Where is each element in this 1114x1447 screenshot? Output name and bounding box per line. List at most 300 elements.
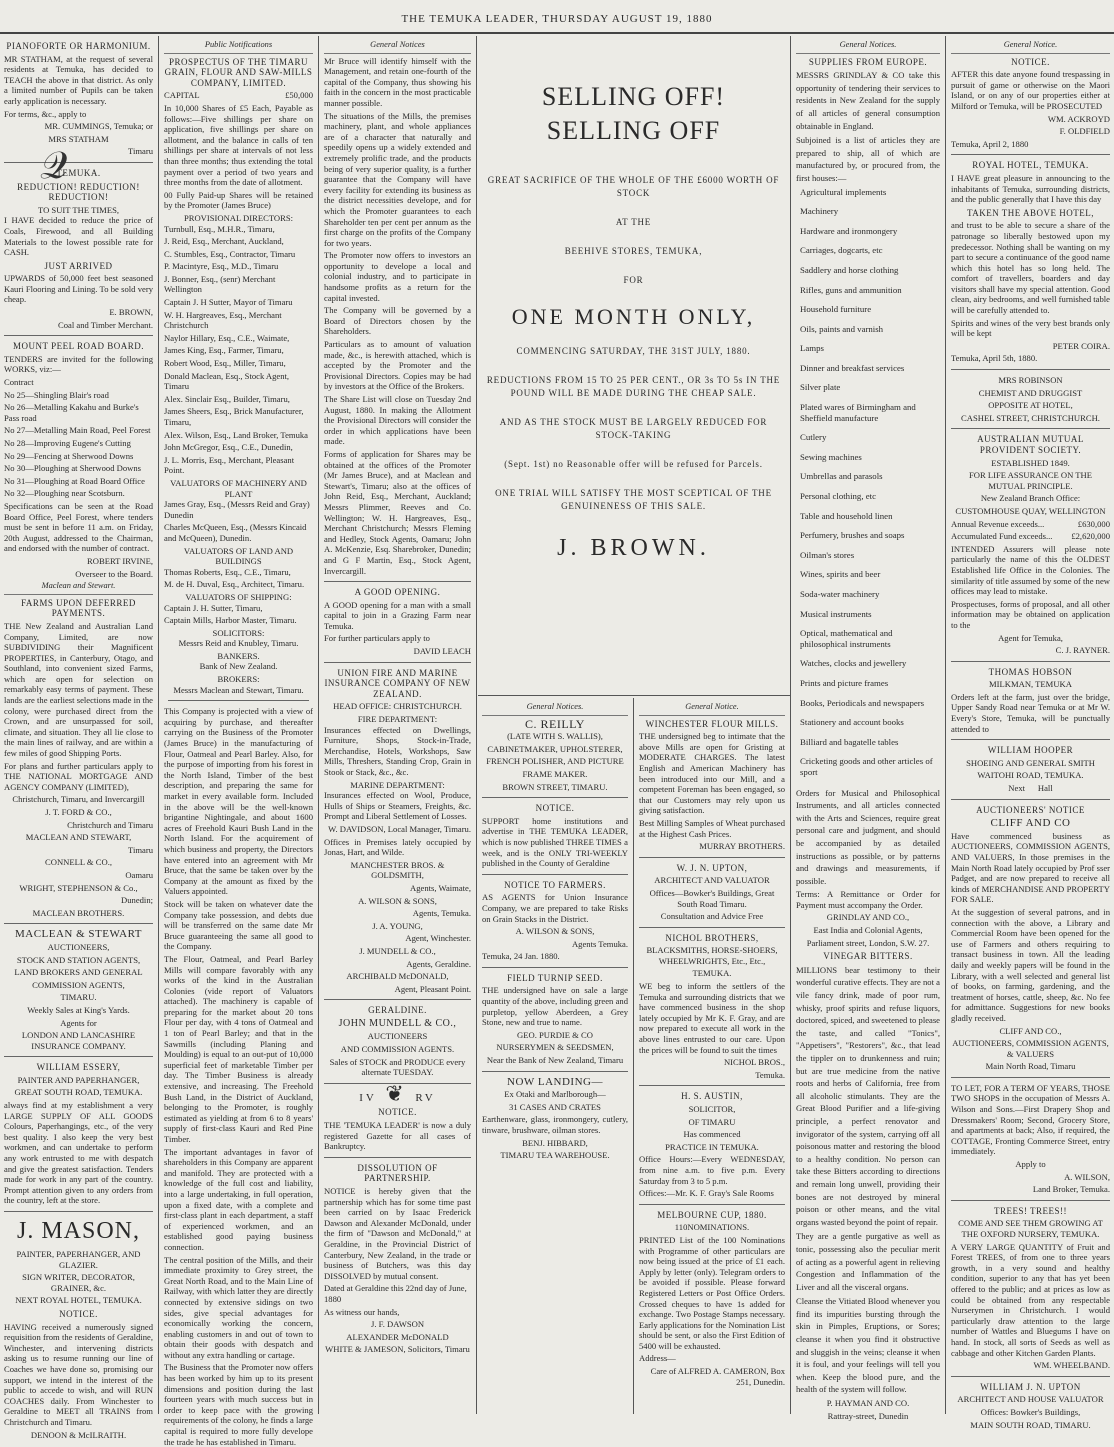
list-item: Captain J. H. Sutter, Timaru, <box>164 602 263 613</box>
revenue-value: £630,000 <box>1077 518 1110 529</box>
ad-signature: GRINDLAY AND CO., <box>826 912 910 923</box>
ornament-left: IV <box>359 1091 377 1104</box>
ad-line: CUSTOMHOUSE QUAY, WELLINGTON <box>955 505 1106 516</box>
ad-signature: Main North Road, Timaru <box>985 1061 1076 1072</box>
ad-heading: NOTICE. <box>378 1107 417 1118</box>
ad-signature: BENJ. HIBBARD, <box>522 1137 588 1148</box>
list-item: John McGregor, Esq., C.E., Dunedin, <box>164 442 293 453</box>
ad-line: MRS ROBINSON <box>998 375 1063 386</box>
ad-heading: WILLIAM J. N. UPTON <box>980 1381 1081 1392</box>
ad-signature: W. DAVIDSON, Local Manager, Timaru. <box>328 823 471 834</box>
ad-body: Sales of STOCK and PRODUCE every alternate TUESDAY. <box>329 1056 466 1078</box>
list-item: Personal clothing, etc <box>800 491 876 502</box>
ad-heading: FARMS UPON DEFERRED PAYMENTS. <box>21 597 136 619</box>
list-item: Messrs Maclean and Stewart, Timaru. <box>173 684 304 695</box>
ad-signature: East India and Colonial Agents, <box>813 925 923 936</box>
list-item: Plated wares of Birmingham and Sheffield manufacture <box>800 402 916 423</box>
ad-body: Dated at Geraldine this 22nd day of June, 1880 <box>324 1283 467 1304</box>
ad-body: The Share List will close on Tuesday 2nd August, 1880. In making the Allotment the Provisional Directors will consider the order in which applications have been made. <box>324 394 471 447</box>
column-divider <box>318 36 319 1414</box>
subheading: FIRE DEPARTMENT: <box>357 714 438 725</box>
list-item: M. de H. Duval, Esq., Architect, Timaru. <box>164 579 305 590</box>
ad-line: 110NOMINATIONS. <box>674 1222 750 1233</box>
ad-line: Ex Otaki and Marlborough— <box>504 1089 606 1100</box>
ad-body: The Flour, Oatmeal, and Pearl Barley Mills will compare favorably with any works of the kind in the Australian Colonies (vide report of Valuators attached). The machinery is capable of preparing for the market about 20 tons Flour per day, with 4 tons of Oatmeal and 1 ton of Pearl Barley; and that in the Sawmills (including Planing and Moulding) is equal to an out-put of 10,000 superficial feet of marketable Timber per day. The Timber Business is already extensive, and increasing. The Freehold Bush Land, in the District of Auckland, belonging to the Promoter, is roughly estimated as yielding at from 6 to 8 years' supply of first-class Kauri and Red Pine Timber. <box>164 953 313 1144</box>
list-item: J. A. YOUNG, <box>372 920 423 931</box>
sale-line: FOR <box>623 275 644 285</box>
ad-signature: Agent for Temuka, <box>998 632 1063 643</box>
ad-line: FRAME MAKER. <box>522 768 588 779</box>
ad-body: I HAVE decided to reduce the price of Coals, Firewood, and all Building Materials to the lowest possible rate for CASH. <box>4 215 153 258</box>
sale-duration: ONE MONTH ONLY, <box>511 304 756 329</box>
ad-heading: FIELD TURNIP SEED. <box>507 972 603 983</box>
list-item: No 27—Metalling Main Road, Peel Forest <box>4 425 151 436</box>
ad-subheading: TAKEN THE ABOVE HOTEL, <box>966 207 1095 218</box>
ad-body: Offices:—Mr. K. F. Gray's Sale Rooms <box>639 1188 774 1199</box>
ad-heading: AUCTIONEERS' NOTICE <box>976 804 1085 815</box>
list-item: No 26—Metalling Kakahu and Burke's Pass road <box>4 402 139 423</box>
capital-label: CAPITAL <box>164 90 200 101</box>
ad-body: Best Milling Samples of Wheat purchased at the Highest Cash Prices. <box>639 817 785 839</box>
ad-line: COMMISSION AGENTS, <box>32 979 125 990</box>
ad-body: Mr Bruce will identify himself with the Management, and retain one-fourth of the capital of the Company, thus showing his faith in the concern in the most practicable manner possible. <box>324 55 471 108</box>
ad-body: The Promoter now offers to investors an opportunity to develope a local and colonial industry, and to participate in handsome profits as a return for the capital invested. <box>324 250 471 303</box>
ad-heading: GERALDINE. <box>368 1005 427 1016</box>
list-item: Agents, Temuka. <box>412 908 471 919</box>
list-item: Thomas Roberts, Esq., C.E., Timaru, <box>164 566 291 577</box>
fund-label: Accumulated Fund exceeds... <box>951 531 1053 542</box>
ad-divider <box>168 700 309 701</box>
ad-body: NOTICE is hereby given that the partnership which has for some time past been carried on by Isaac Frederick Dawson and Alexander McDonald, under the firm of "Dawson and McDonald," at Geraldine, in the Provincial District of Canterbury, New Zealand, in the trade or business of Butchers, was this day DISSOLVED by mutual consent. <box>324 1186 471 1281</box>
list-item: Prints and picture frames <box>800 677 889 688</box>
list-item: Agents, Waimate, <box>410 882 471 893</box>
ad-heading: DISSOLUTION OF PARTNERSHIP. <box>357 1162 438 1184</box>
list-item: Alex. Sinclair Esq., Builder, Timaru, <box>164 393 290 404</box>
sale-line: GREAT SACRIFICE OF THE WHOLE OF THE £6000 WORTH OF STOCK <box>487 175 780 198</box>
ad-line: Agents for <box>60 1017 97 1028</box>
ad-body: Spirits and wines of the very best brands only will be kept <box>951 317 1110 339</box>
list-item: No 32—Ploughing near Scotsburn. <box>4 488 125 499</box>
ad-line: SOLICITOR, <box>688 1104 736 1114</box>
ad-signature: MR. CUMMINGS, Temuka; or <box>44 121 153 132</box>
ad-body: Stock will be taken on whatever date the Company take possession, and debts due will be transferred on the same date Mr Bruce guaranteeing the same all good to the Company. <box>164 898 313 952</box>
ad-line: (LATE WITH S. WALLIS), <box>507 731 603 742</box>
ad-signature: MRS STATHAM <box>48 133 109 144</box>
ad-line: ARCHITECT AND HOUSE VALUATOR <box>957 1394 1104 1405</box>
ad-line: HEAD OFFICE: CHRISTCHURCH. <box>333 701 462 712</box>
ad-divider <box>4 1211 153 1212</box>
ad-divider <box>951 369 1110 370</box>
ad-divider <box>639 857 785 858</box>
ad-heading: NOTICE TO FARMERS. <box>504 879 606 890</box>
ad-signature: WHITE & JAMESON, Solicitors, Timaru <box>325 1344 470 1355</box>
list-item: Oils, paints and varnish <box>800 323 884 334</box>
list-item: Robert Wood, Esq., Miller, Timaru, <box>164 358 286 369</box>
ad-body: THE 'TEMUKA LEADER' is now a duly registered Gazette for all cases of Bankruptcy. <box>324 1120 471 1152</box>
ad-heading: NOTICE. <box>59 1308 98 1319</box>
ad-signature: Parliament street, London, S.W. 27. <box>806 937 930 948</box>
ad-line: Weekly Sales at King's Yards. <box>27 1004 130 1015</box>
list-item: J. Bonner, Esq., (senr) Merchant Wellington <box>164 273 276 295</box>
ad-body: MR STATHAM, at the request of several residents at Temuka, has decided to TEACH the above in that district. As only a limited number of Pupils can be taken early application is necessary. <box>4 53 153 106</box>
list-item: Cutlery <box>800 432 827 443</box>
ad-body: and trust to be able to secure a share of the patronage so liberally bestowed upon my predecessor. Nothing shall be wanting on my part to secure a continuance of the good name which this hotel has so long held. The comfort of travellers, boarders and day visitors shall have my special attention. Good clean, airy bedrooms, and well furnished table will be carefully attended to. <box>951 220 1110 316</box>
ad-body: A VERY LARGE QUANTITY of Fruit and Forest TREES, of from one to three years growth, in a very sound and healthy condition, superior to any that has yet been offered to the public; and at prices as low as could be obtained from any respectable Nurserymen in Christchurch. I would particularly draw attention to the large number of Wattles and Bluegums I have on hand. In stock, all sorts of Seeds as well as cabbage and other Kitchen Garden Plants. <box>951 1241 1110 1358</box>
agent-list <box>4 794 153 918</box>
list-item: MANCHESTER BROS. & GOLDSMITH, <box>350 859 445 881</box>
ad-divider <box>4 335 153 336</box>
masthead: THE TEMUKA LEADER, THURSDAY AUGUST 19, 1880 <box>401 13 713 25</box>
ad-line: MAIN SOUTH ROAD, TIMARU. <box>970 1419 1091 1430</box>
column-6 <box>947 38 1114 1430</box>
ad-line: 31 CASES AND CRATES <box>509 1101 601 1112</box>
ad-divider <box>951 661 1110 662</box>
ad-line: Offices—Bowker's Buildings, Great South Road Timaru. <box>649 887 775 909</box>
list-item: Rifles, guns and ammunition <box>800 284 902 295</box>
list-item: A. WILSON & SONS, <box>358 895 437 906</box>
list-item: Christchurch, Timaru, and Invercargill <box>12 794 145 805</box>
ad-line-part: Next <box>1008 783 1026 794</box>
ad-heading: WILLIAM HOOPER <box>987 745 1074 756</box>
ad-heading: TREES! TREES!! <box>993 1205 1068 1216</box>
subheading: MARINE DEPARTMENT: <box>350 779 445 790</box>
ad-signature: Near the Bank of New Zealand, Timaru <box>486 1055 624 1066</box>
ad-signature: AUCTIONEERS, COMMISSION AGENTS, & VALUERS <box>952 1038 1109 1059</box>
ad-heading: MELBOURNE CUP, 1880. <box>657 1209 767 1220</box>
list-item: Sewing machines <box>800 451 862 462</box>
ad-signature: TIMARU TEA WAREHOUSE. <box>500 1150 610 1161</box>
agent-list <box>324 860 471 995</box>
revenue-line <box>951 519 1110 530</box>
ad-body: AFTER this date anyone found trespassing in pursuit of game or otherwise on the Maori Island, or on any of our properties either at Milford or Temuka, will be PROSECUTED <box>951 69 1110 111</box>
ad-body: Earthenware, glass, ironmongery, cutlery, tinware, brushware, oilman stores. <box>482 1114 628 1135</box>
ad-line-part: Hall <box>1037 783 1053 794</box>
ad-signature: C. J. RAYNER. <box>1055 645 1110 656</box>
column-divider <box>945 36 946 1414</box>
subheading: PROVISIONAL DIRECTORS: <box>183 212 294 223</box>
ad-heading: VINEGAR BITTERS. <box>823 951 913 962</box>
ad-body: Prospectuses, forms of proposal, and all other information may be obtained on application to the <box>951 598 1110 630</box>
ad-heading: MOUNT PEEL ROAD BOARD. <box>12 341 144 352</box>
ad-line: LAND BROKERS AND GENERAL <box>14 967 143 978</box>
list-item: Billiard and bagatelle tables <box>800 736 899 747</box>
list-item: No 31—Ploughing at Road Board Office <box>4 475 145 486</box>
ad-line: COME AND SEE THEM GROWING AT THE OXFORD NURSERY, TEMUKA. <box>958 1218 1103 1239</box>
ad-body: This Company is projected with a view of acquiring by purchase, and thereafter carrying on the Business of the Promoter (James Bruce) in the manufacturing of Flour, Oatmeal and Pearl Barley. Also, for the purpose of importing from his forest in the North Island, Timber of the best description, and preparing the same for market in every available form. Included in the above will be the well-known brigantine Nightingale, and about 1600 acres of Freehold Kauri Bush Land in the North Island. For the acquirement of which business and property, the Directors have entered into an agreement with Mr Bruce, that the same be taken over by the Company at the amount as fixed by the Valuers appointed. <box>164 706 313 897</box>
ad-body: Contract <box>4 377 34 388</box>
list-item: MACLEAN BROTHERS. <box>32 907 125 918</box>
column-divider <box>633 698 634 1414</box>
ad-line: OF TIMARU <box>688 1116 736 1127</box>
ad-line: CHEMIST AND DRUGGIST <box>978 387 1083 398</box>
list-item: Cricketing goods and other articles of sport <box>800 756 933 777</box>
list-item: Wines, spirits and beer <box>800 569 881 580</box>
list-item: James Sheers, Esq., Brick Manufacturer, Timaru, <box>164 406 304 427</box>
directors-list <box>164 224 313 476</box>
ad-signature: MURRAY BROTHERS. <box>699 841 785 852</box>
ad-heading: JOHN MUNDELL & CO., <box>338 1017 457 1029</box>
ad-body: SUPPORT home institutions and advertise in THE TEMUKA LEADER, which is now published THREE TIMES a week, and is the ONLY TRI-WEEKLY published in the County of Geraldine <box>482 815 628 869</box>
ad-divider <box>482 797 628 798</box>
sale-line: COMMENCING SATURDAY, THE 31ST JULY, 1880. <box>516 346 751 356</box>
list-item: Hardware and ironmongery <box>800 225 898 236</box>
section-heading: Public Notifications <box>164 40 313 54</box>
ad-body: The central position of the Mills, and their immediate proximity to Grey street, the Great North Road, and to the Main Line of Railway, with which latter they are directly connected by extensive sidings on two sides, give special advantages for economically working the concern, enabling customers in and out of town to obtain their goods with despatch and without any extra handling or cartage. <box>164 1254 313 1360</box>
ad-signature: WM. ACKROYD <box>1047 113 1110 124</box>
ad-line: Offices: Bowker's Buildings, <box>980 1406 1081 1417</box>
column-divider <box>158 36 159 1414</box>
list-item: Bank of New Zealand. <box>199 661 278 672</box>
list-item: P. Macintyre, Esq., M.D., Timaru <box>164 261 279 272</box>
ad-signature: WM. WHEELBAND. <box>1033 1360 1110 1371</box>
list-item: Silver plate <box>800 382 841 393</box>
ad-signature: Coal and Timber Merchant. <box>58 319 153 330</box>
ad-signature: A. WILSON, <box>1064 1171 1110 1182</box>
list-item: Optical, mathematical and philosophical instruments <box>800 628 893 649</box>
ad-body: Terms: A Remittance or Order for Payment must accompany the Order. <box>796 889 940 910</box>
column-2 <box>160 38 317 1447</box>
ad-signature: F. OLDFIELD <box>1059 126 1110 137</box>
ad-line: BROWN STREET, TIMARU. <box>502 781 608 792</box>
list-item: No 30—Ploughing at Sherwood Downs <box>4 463 142 474</box>
column-divider <box>476 36 477 1414</box>
ad-body: TO LET, FOR A TERM OF YEARS, THOSE TWO SHOPS in the occupation of Messrs A. Wilson and Sons.—First Drapery Shop and Dressmakers' Room; Second, Grocery Store, and apartments at back; Also, if required, the COTTAGE, Fronting Commerce Street, entry immediately. <box>951 1082 1110 1157</box>
handwritten-mark: 𝒬 <box>40 145 68 187</box>
section-heading: Maclean and Stewart. <box>4 581 153 595</box>
ad-line <box>951 783 1110 794</box>
subheading: VALUATORS OF LAND AND BUILDINGS <box>183 545 294 567</box>
sale-line: REDUCTIONS FROM 15 TO 25 PER CENT., OR 3s TO 5s IN THE POUND WILL BE MADE DURING THE CHEAP SALE. <box>486 375 781 398</box>
ad-line: NEXT ROYAL HOTEL, TEMUKA. <box>15 1295 142 1306</box>
ad-heading: TEMUKA. <box>56 167 101 178</box>
ad-body: Have commenced business as AUCTIONEERS, COMMISSION AGENTS, AND VALUERS, In those premises in the Main North Road lately occupied by Prof sser Padget, and are now prepared to receive all kinds of MERCHANDISE AND PROPERTY FOR SALE. <box>951 830 1110 905</box>
ad-body: Subjoined is a list of articles they are prepared to ship, all of which are manufactured by, or procured from, the first houses:— <box>796 135 940 183</box>
ad-line: BLACKSMITHS, HORSE-SHOERS, WHEELWRIGHTS, Etc., Etc., <box>646 945 778 966</box>
ad-line: Has commenced <box>683 1129 741 1140</box>
ad-heading: REDUCTION! REDUCTION! REDUCTION! <box>17 181 140 203</box>
coat-of-arms-ornament <box>324 1080 471 1106</box>
fund-value: £2,620,000 <box>1071 531 1110 542</box>
list-item: Charles McQueen, Esq., (Messrs Kincaid and McQueen), Dunedin. <box>164 522 307 543</box>
ad-heading: NOW LANDING— <box>507 1075 603 1088</box>
list-item: MACLEAN AND STEWART, <box>25 832 132 843</box>
ad-body: Forms of application for Shares may be obtained at the offices of the Promoter (Mr James Bruce), and at Maclean and Stewart's, Timaru; also at the offices of John Reid, Esq., Merchant, Auckland; Messrs Plimmer, Reeves and Co. Wellington; W. H. Hargreaves, Esq., Merchant Christchurch; Messrs Fleming and Hedley, Stock Agents, Oamaru; John A. McKenzie, Esq. Sharebroker, Dunedin; and G F Martin, Esq., Stock Agent, Invercargill. <box>324 448 471 576</box>
ad-body: 00 Fully Paid-up Shares will be retained by the Promoter (James Bruce) <box>164 189 313 211</box>
ad-divider <box>324 581 471 582</box>
ad-signature: Temuka. <box>755 1069 785 1080</box>
list-item: J. T. FORD & CO., <box>45 807 112 817</box>
ad-heading: CLIFF AND CO <box>990 817 1071 830</box>
list-item: Timaru <box>128 844 153 855</box>
revenue-label: Annual Revenue exceeds... <box>951 518 1045 529</box>
ad-divider <box>482 967 628 968</box>
list-item: Umbrellas and parasols <box>800 471 883 482</box>
ad-body: The Business that the Promoter now offers has been worked by him up to its present dimensions and position during the last fourteen years with much success but in order to keep pace with the growing requirements of the colony, he finds a large capital is required to more fully develope the trade he has established in Timaru. <box>164 1362 313 1447</box>
list-item: Soda-water machinery <box>800 589 880 599</box>
ad-heading: A GOOD OPENING. <box>354 587 441 598</box>
ad-line: WAITOHI ROAD, TEMUKA. <box>977 770 1084 781</box>
ad-body: HAVING received a numerously signed requisition from the residents of Geraldine, Winchester, and intervening districts asking us to resume running our line of Coaches we have done so, promising our support, we intend in the interest of the public to accede to wish, and will RUN COACHES daily. From Winchester to Geraldine to MEET all TRAINS from Christchurch and Timaru. <box>4 1321 153 1427</box>
ad-heading: WINCHESTER FLOUR MILLS. <box>645 718 779 729</box>
fund-line <box>951 531 1110 542</box>
ad-line: SHOEING AND GENERAL SMITH <box>966 757 1095 768</box>
ad-line: OPPOSITE AT HOTEL, <box>988 400 1073 411</box>
column-4a <box>478 700 632 1414</box>
ad-line: Consultation and Advice Free <box>660 911 764 922</box>
ad-signature: E. BROWN, <box>109 307 153 318</box>
capital-value: £50,000 <box>285 90 313 101</box>
ad-body: Insurances effected on Dwellings, Furniture, Shops, Stock-in-Trade, Merchandise, Hotels, Workshops, Saw Mills, Threshers, Standing Crop, Grain in Stook or Stack, &c., &c. <box>324 724 471 777</box>
ad-signature: DENOON & McILRAITH. <box>30 1429 127 1440</box>
list-item: Books, Periodicals and newspapers <box>800 697 925 708</box>
list-item: Captain J. H Sutter, Mayor of Timaru <box>164 297 293 308</box>
ad-divider <box>951 154 1110 155</box>
list-item: James Gray, Esq., (Messrs Reid and Gray) Dunedin <box>164 499 310 520</box>
ad-divider <box>4 1056 153 1057</box>
section-heading: General Notices <box>324 40 471 54</box>
list-item: No 29—Fencing at Sherwood Downs <box>4 450 134 461</box>
section-heading: General Notices. <box>482 702 628 716</box>
list-item: Stationery and account books <box>800 717 904 728</box>
list-item: Turnbull, Esq., M.H.R., Timaru, <box>164 223 275 234</box>
ad-line: ESTABLISHED 1849. <box>991 457 1070 468</box>
section-heading: General Notice. <box>639 702 785 716</box>
ad-divider <box>951 799 1110 800</box>
section-heading: General Notices. <box>796 40 940 54</box>
list-item: Alex. Wilson, Esq., Land Broker, Temuka <box>164 429 308 440</box>
ad-body: Cleanse the Vitiated Blood whenever you find its impurities bursting through the skin in Pimples, Eruptions, or Sores; cleanse it when you find it obstructive and sluggish in the veins; cleanse it when it is foul, and your feelings will tell you when. Keep the blood pure, and the health of the system will follow. <box>796 1296 940 1395</box>
list-item: J. Reid, Esq., Merchant, Auckland, <box>164 236 284 247</box>
ad-heading: PIANOFORTE OR HARMONIUM. <box>6 41 151 51</box>
list-item: Household furniture <box>800 304 872 315</box>
ad-line: PRACTICE IN TEMUKA. <box>665 1141 759 1152</box>
ad-line: STOCK AND STATION AGENTS, <box>16 954 141 965</box>
ad-signature: PETER COIRA. <box>1052 340 1110 351</box>
ad-body: Address— <box>639 1353 676 1364</box>
subheading: VALUATORS OF MACHINERY AND PLANT <box>170 477 307 499</box>
list-item: WRIGHT, STEPHENSON & Co., <box>19 882 138 893</box>
ornament-right: RV <box>415 1091 436 1104</box>
ad-heading: PROSPECTUS OF THE TIMARU GRAIN, FLOUR AND SAW-MILLS COMPANY, LIMITED. <box>164 56 313 88</box>
ad-divider <box>951 1376 1110 1377</box>
list-item: Machinery <box>800 206 839 217</box>
crest-icon: ❦ <box>385 1080 407 1106</box>
ad-heading: NOTICE. <box>535 803 575 814</box>
ad-heading: UNION FIRE AND MARINE INSURANCE COMPANY OF NEW ZEALAND. <box>324 667 471 699</box>
ad-divider <box>324 999 471 1000</box>
list-item: Naylor Hillary, Esq., C.E., Waimate, <box>164 332 290 343</box>
ad-body: TENDERS are invited for the following WORKS, viz:— <box>4 353 153 375</box>
list-item: W. H. Hargreaves, Esq., Merchant Christchurch <box>164 309 282 331</box>
ad-line: LONDON AND LANCASHIRE INSURANCE COMPANY. <box>21 1030 136 1051</box>
ad-signature: Care of ALFRED A. CAMERON, Box 251, Dunedin. <box>650 1366 785 1387</box>
ad-signature: Overseer to the Board. <box>75 568 153 579</box>
ad-heading: THOMAS HOBSON <box>988 666 1073 677</box>
sale-line: AT THE <box>615 217 652 227</box>
sale-signature: J. BROWN. <box>557 535 710 561</box>
ad-signature: Land Broker, Temuka. <box>1032 1184 1110 1195</box>
list-item: Musical instruments <box>800 608 872 619</box>
ad-body: THE undersigned have on sale a large quantity of the above, including green and purpletop, yellow Aberdeen, a Grey Stone, new and true to name. <box>482 985 628 1028</box>
ad-divider <box>482 1071 628 1072</box>
list-item: No 28—Improving Eugene's Cutting <box>4 438 131 448</box>
sale-headline: SELLING OFF! SELLING OFF <box>541 82 726 145</box>
ad-divider <box>639 1204 785 1205</box>
list-item: Table and household linen <box>800 510 893 521</box>
list-item: Agricultural implements <box>800 186 887 197</box>
ad-signature: P. HAYMAN AND CO. <box>826 1398 910 1409</box>
ad-heading: AUSTRALIAN MUTUAL PROVIDENT SOCIETY. <box>977 434 1084 455</box>
ad-date: Temuka, April 2, 1880 <box>951 138 1029 149</box>
list-item: Oilman's stores <box>800 549 855 560</box>
list-item: Dunedin; <box>121 895 153 906</box>
ad-line: CASHEL STREET, CHRISTCHURCH. <box>961 412 1100 423</box>
ad-body: Apply to <box>1015 1159 1046 1170</box>
list-item: J. MUNDELL & CO., <box>359 945 436 956</box>
list-item: Perfumery, brushes and soaps <box>800 530 905 541</box>
ad-heading: NOTICE. <box>1011 56 1050 67</box>
ad-date: Temuka, 24 Jan. 1880. <box>482 951 560 962</box>
list-item: Lamps <box>800 343 824 354</box>
articles-list <box>796 187 940 778</box>
list-item: Watches, clocks and jewellery <box>800 658 907 669</box>
capital-line <box>164 90 313 101</box>
ad-body: Specifications can be seen at the Road Board Office, Peel Forest, where tenders must be sent in before 11 a.m. on Friday, 20th August, addressed to the Chairman, and endorsed with the number of contract. <box>4 500 153 554</box>
ad-signature: CLIFF AND CO., <box>999 1025 1062 1036</box>
ad-divider <box>324 662 471 663</box>
ad-date: Temuka, April 5th, 1880. <box>951 353 1038 364</box>
ad-body: For terms, &c., apply to <box>4 108 87 119</box>
ad-body: Insurances effected on Wool, Produce, Hulls of Ships or Steamers, Freights, &c. Prompt and Liberal Settlement of Losses. <box>324 790 471 822</box>
ad-body: I HAVE great pleasure in announcing to the inhabitants of Temuka, surrounding districts, and the public generally that I have this day <box>951 172 1110 205</box>
ad-heading: ROYAL HOTEL, TEMUKA. <box>972 160 1089 171</box>
sale-line: (Sept. 1st) no Reasonable offer will be refused for Parcels. <box>504 459 763 469</box>
ad-line: New Zealand Branch Office: <box>980 493 1081 504</box>
list-item: ARCHIBALD McDONALD, <box>346 971 449 982</box>
ad-divider <box>951 739 1110 740</box>
ad-line: FOR LIFE ASSURANCE ON THE MUTUAL PRINCIPLE. <box>968 470 1093 491</box>
ad-signature: NICHOL BROS., <box>723 1057 785 1068</box>
ad-line: AND COMMISSION AGENTS. <box>340 1044 455 1055</box>
column-3 <box>320 38 475 1412</box>
ad-line: CABINETMAKER, UPHOLSTERER, <box>487 743 623 754</box>
sale-line: AND AS THE STOCK MUST BE LARGELY REDUCED FOR STOCK-TAKING <box>499 417 768 440</box>
list-item: James King, Esq., Farmer, Timaru, <box>164 345 284 356</box>
ad-signature: DAVID LEACH <box>413 646 471 657</box>
ad-line: AUCTIONEERS, <box>47 941 110 952</box>
ad-body: Office Hours:—Every WEDNESDAY, from nine a.m. to five p.m. Every Saturday from 3 to 5 p.m. <box>639 1154 785 1186</box>
ad-line: TEMUKA. <box>692 968 732 979</box>
ad-heading: NICHOL BROTHERS, <box>665 932 759 943</box>
column-4b <box>635 700 789 1414</box>
ad-line: PAINTER, PAPERHANGER, AND GLAZIER. <box>16 1249 141 1270</box>
sale-line: ONE TRIAL WILL SATISFY THE MOST SCEPTICAL OF THE GENUINENESS OF THIS SALE. <box>495 488 772 511</box>
ad-divider <box>951 428 1110 429</box>
ad-signature: GEO. PURDIE & CO <box>517 1029 593 1040</box>
list-item: Saddlery and horse clothing <box>800 264 899 275</box>
ad-divider <box>639 927 785 928</box>
ad-divider <box>4 923 153 924</box>
ad-heading: SUPPLIES FROM EUROPE. <box>808 56 928 67</box>
ad-body: As witness our hands, <box>324 1306 400 1317</box>
ad-heading: MACLEAN & STEWART <box>14 928 142 941</box>
ad-signature: ALEXANDER McDONALD <box>346 1331 449 1342</box>
ad-body: INTENDED Assurers will please note particularly the name of this the OLDEST Established life Office in the Colonies. The similarity of title assumed by some of the new offices may lead to mistake. <box>951 543 1110 597</box>
ad-body: Orders left at the farm, just over the bridge, Upper Sandy Road near Temuka or at Mr W. Every's Store, Temuka, will be punctually attended to <box>951 691 1110 734</box>
ad-heading: H. S. AUSTIN, <box>681 1091 743 1102</box>
ad-body: For further particulars apply to <box>324 633 430 644</box>
list-item: No 25—Shingling Blair's road <box>4 389 109 400</box>
